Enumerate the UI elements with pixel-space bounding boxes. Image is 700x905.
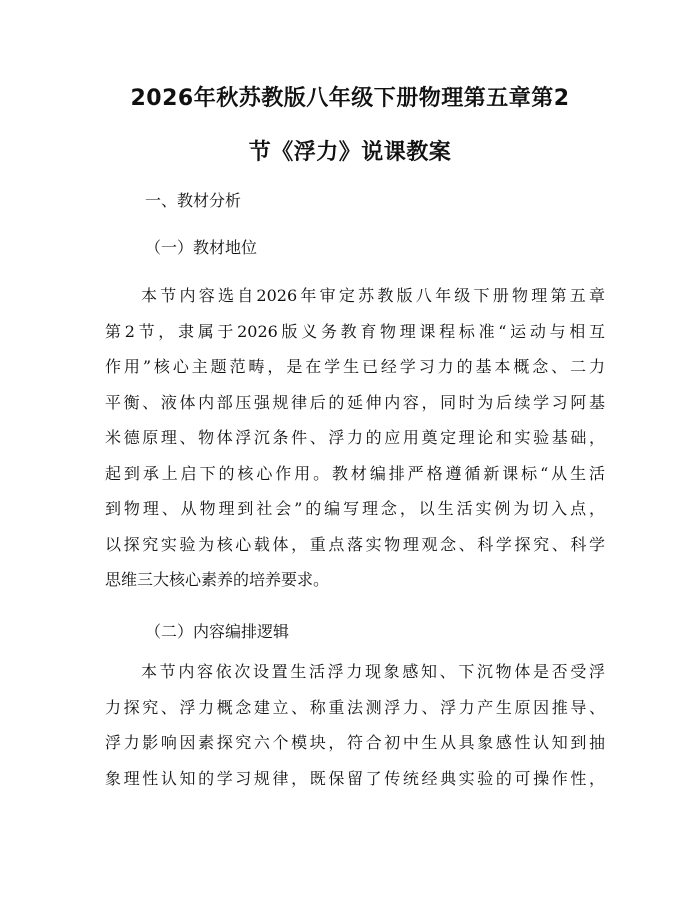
paragraph-line: 思维三大核心素养的培养要求。 [105, 570, 330, 589]
subsection-heading-textbook-position: （一）教材地位 [145, 238, 258, 257]
paragraph-textbook-position [105, 278, 605, 598]
section-heading-textbook-analysis: 一、教材分析 [145, 191, 242, 210]
paragraph-content-logic [105, 654, 605, 796]
document-title-line-1: 2026年秋苏教版八年级下册物理第五章第2 [130, 86, 570, 111]
paragraph-line: 本节内容依次设置生活浮力现象感知、下沉物体是否受浮 [141, 662, 605, 681]
paragraph-line: 浮力影响因素探究六个模块，符合初中生从具象感性认知到抽 [105, 733, 605, 752]
paragraph-line: 力探究、浮力概念建立、称重法测浮力、浮力产生原因推导、 [105, 697, 605, 717]
subsection-heading-content-logic: （二）内容编排逻辑 [145, 622, 290, 641]
paragraph-line: 米德原理、物体浮沉条件、浮力的应用奠定理论和实验基础， [105, 428, 605, 447]
paragraph-line: 第2节，隶属于2026版义务教育物理课程标准“运动与相互 [105, 321, 605, 341]
paragraph-line: 到物理、从物理到社会”的编写理念，以生活实例为切入点， [105, 499, 605, 518]
paragraph-line: 作用”核心主题范畴，是在学生已经学习力的基本概念、二力 [105, 357, 605, 376]
paragraph-line: 本节内容选自2026年审定苏教版八年级下册物理第五章 [141, 286, 605, 305]
paragraph-line: 起到承上启下的核心作用。教材编排严格遵循新课标“从生活 [105, 463, 605, 483]
paragraph-line: 象理性认知的学习规律，既保留了传统经典实验的可操作性， [105, 768, 605, 788]
document-title-line-2: 节《浮力》说课教案 [248, 140, 452, 165]
paragraph-line: 以探究实验为核心载体，重点落实物理观念、科学探究、科学 [105, 534, 605, 554]
paragraph-line: 平衡、液体内部压强规律后的延伸内容，同时为后续学习阿基 [105, 392, 605, 412]
